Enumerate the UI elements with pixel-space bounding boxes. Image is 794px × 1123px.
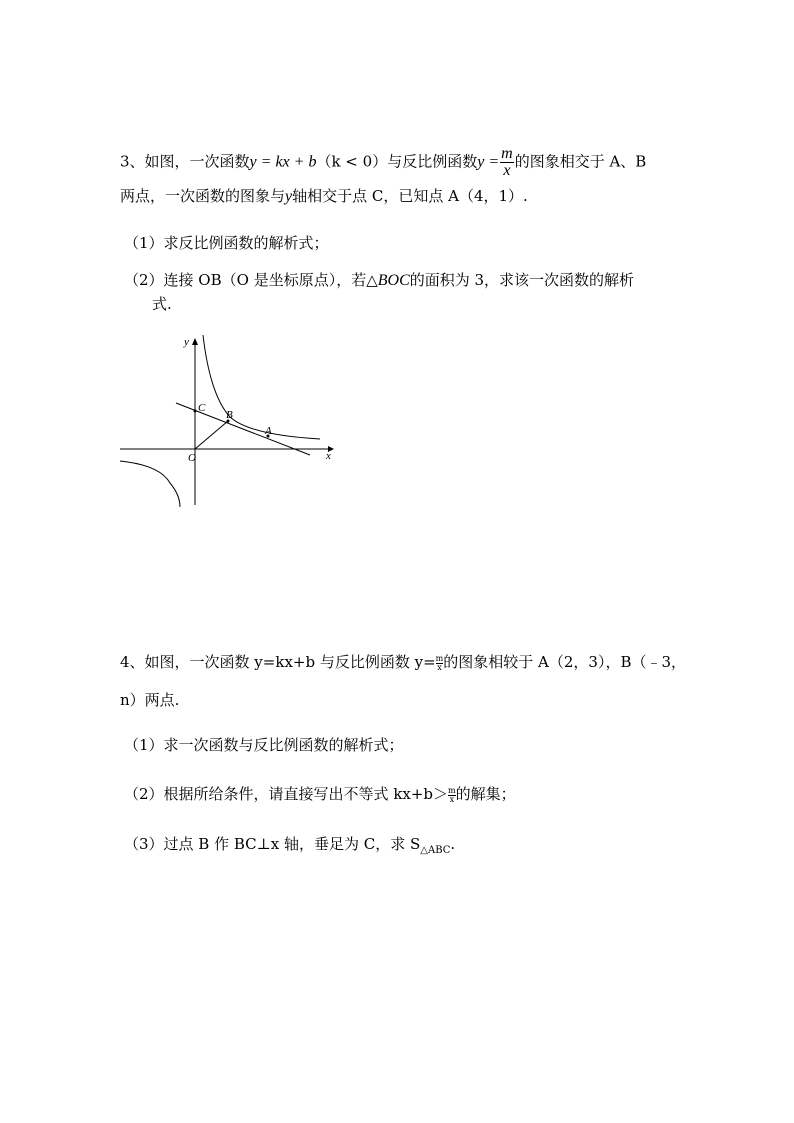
q4-frac-num: m: [435, 653, 444, 663]
label-c: C: [198, 402, 206, 414]
q4-part2-fraction: [448, 787, 456, 804]
q3-line2-y: y: [285, 188, 293, 205]
q3-intro: 3、如图，一次函数: [120, 152, 250, 171]
q4-part2-frac-num: m: [448, 785, 456, 795]
segment-ob: [195, 421, 228, 449]
q3-line1: [120, 146, 646, 179]
label-b: B: [226, 409, 233, 421]
q3-linear-eq: y = kx + b: [249, 153, 317, 171]
q4-frac-den: x: [437, 662, 442, 672]
q3-mid-text: 与反比例函数: [387, 152, 478, 171]
label-y: y: [184, 336, 189, 348]
q4-part3-b: .: [450, 835, 456, 853]
q3-frac-den: x: [503, 162, 511, 179]
q3-part2: [124, 270, 634, 291]
q3-line2-b: 轴相交于点 C，已知点 A（4，1）.: [292, 187, 528, 205]
q4-part3-a: （3）过点 B 作 BC⊥x 轴，垂足为 C，求 S: [124, 835, 421, 853]
q3-frac-num: m: [501, 145, 513, 162]
label-a: A: [265, 425, 272, 437]
label-x: x: [326, 450, 331, 462]
q4-part2-a: （2）根据所给条件，请直接写出不等式 kx+b＞: [124, 785, 449, 803]
q4-part1: （1）求一次函数与反比例函数的解析式；: [124, 736, 404, 754]
q4-line2: n）两点.: [120, 691, 180, 709]
q3-line1-suffix: 的图象相交于 A、B: [514, 152, 647, 171]
q4-part2-b: 的解集；: [455, 785, 516, 803]
q3-fraction: [500, 146, 514, 179]
q4-line1: [120, 652, 686, 672]
hyperbola-branch-3: [120, 461, 180, 507]
q3-line2-a: 两点，一次函数的图象与: [120, 187, 286, 205]
q3-part2-b: 的面积为 3，求该一次函数的解析: [409, 271, 635, 289]
q4-part3-sub: △ABC: [420, 845, 451, 856]
label-o: O: [188, 452, 196, 464]
q4-part3: [124, 834, 455, 861]
q3-condition: （k < 0）: [316, 152, 388, 171]
q3-inverse-lhs: y =: [477, 153, 500, 171]
q4-part2-frac-den: x: [449, 794, 455, 804]
q3-line2: [120, 186, 528, 207]
q3-part2-cont: 式.: [152, 295, 172, 313]
y-axis-arrow: [192, 338, 198, 345]
q3-part2-boc: BOC: [377, 272, 410, 289]
q3-figure: [110, 325, 350, 515]
q3-part2-a: （2）连接 OB（O 是坐标原点），若△: [124, 271, 378, 289]
q4-line1-b: 的图象相较于 A（2，3），B（﹣3，: [443, 653, 687, 671]
hyperbola-branch-1: [203, 335, 320, 439]
point-c: [194, 410, 197, 413]
q4-line1-a: 4、如图，一次函数 y=kx+b 与反比例函数 y=: [120, 653, 436, 671]
q4-part2: [124, 784, 516, 804]
q3-part1: （1）求反比例函数的解析式；: [124, 234, 329, 252]
